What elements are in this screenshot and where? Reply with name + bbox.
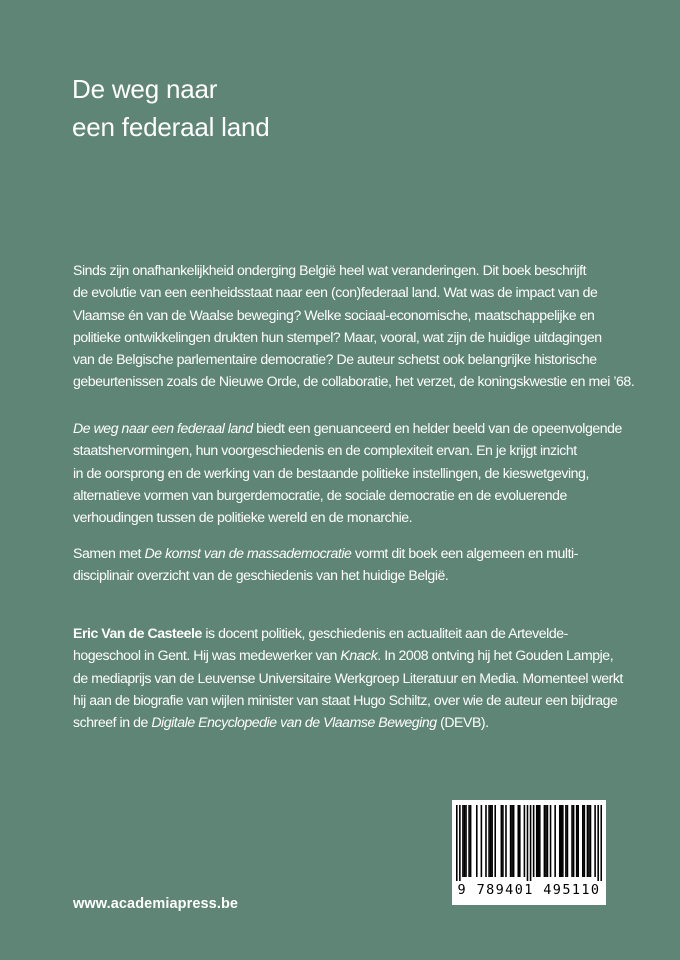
barcode-bar	[524, 805, 526, 877]
barcode-bar	[550, 805, 552, 877]
isbn-barcode	[452, 800, 606, 905]
barcode-bar	[577, 805, 579, 877]
barcode-bar	[456, 805, 458, 881]
text-line: van de Belgische parlementaire democratie? De auteur schetst ook belangrijke historische	[73, 351, 597, 368]
text-fragment: biedt een genuanceerd en helder beeld van de opeenvolgende	[252, 420, 622, 436]
text-fragment: schreef in de	[73, 714, 152, 731]
barcode-bar	[545, 805, 547, 877]
text-line: hij aan de biografie van wijlen minister van staat Hugo Schiltz, over wie de auteur een bijdrage	[73, 691, 618, 708]
barcode-bar	[565, 805, 567, 877]
book-title-line-2: een federaal land	[72, 112, 270, 142]
barcode-bar	[459, 805, 461, 881]
book-title-italic: De weg naar een federaal land	[73, 420, 253, 436]
text-fragment: Samen met	[73, 545, 145, 561]
barcode-bar	[571, 805, 573, 877]
text-line: disciplinair overzicht van de geschiedenis van het huidige België.	[73, 567, 449, 584]
barcode-bar	[582, 805, 584, 877]
text-line: staatshervormingen, hun voorgeschiedenis en de complexiteit ervan. En je krijgt inzicht	[73, 442, 577, 459]
barcode-bar	[554, 805, 556, 877]
text-line	[73, 542, 613, 564]
text-line: de mediaprijs van de Leuvense Universitaire Werkgroep Literatuur en Media. Momenteel werkt	[73, 669, 623, 686]
book-title	[72, 70, 270, 146]
author-bio	[73, 622, 623, 733]
text-line: in de oorsprong en de werking van de bestaande politieke instellingen, de kieswetgeving,	[73, 464, 589, 481]
barcode-bar	[530, 805, 532, 881]
text-line	[73, 644, 613, 666]
text-line: alternatieve vormen van burgerdemocratie, de sociale democratie en de evoluerende	[73, 486, 567, 503]
barcode-bar	[597, 805, 599, 881]
description-paragraph-1	[73, 259, 635, 393]
description-paragraph-2	[73, 417, 622, 528]
barcode-bar	[519, 805, 521, 877]
barcode-bar	[481, 805, 483, 877]
barcode-bar	[470, 805, 472, 877]
description-paragraph-3	[73, 542, 613, 587]
barcode-bar	[476, 805, 478, 877]
isbn-number: 9 789401 495110	[457, 882, 601, 898]
barcode-bar	[539, 805, 541, 877]
barcode-bar	[600, 805, 602, 881]
encyclopedia-name: Digitale Encyclopedie van de Vlaamse Beweging	[151, 714, 437, 731]
barcode-bar	[559, 805, 561, 877]
barcode-bar	[536, 805, 538, 877]
text-fragment: . In 2008 ontving hij het Gouden Lampje,	[377, 647, 614, 664]
text-line: gebeurtenissen zoals de Nieuwe Orde, de collaboratie, het verzet, de koningskwestie en mei ’68.	[73, 373, 635, 390]
barcode-bar	[513, 805, 515, 877]
barcode-bars	[456, 805, 602, 881]
barcode-bar	[501, 805, 503, 877]
barcode-bar	[533, 805, 535, 877]
text-fragment: (DEVB).	[436, 714, 489, 731]
barcode-bar	[491, 805, 493, 877]
book-title-line-1: De weg naar	[72, 74, 218, 104]
barcode-bar	[562, 805, 564, 877]
barcode-bar	[594, 805, 596, 877]
barcode-bar	[511, 805, 513, 877]
text-fragment: is docent politiek, geschiedenis en actualiteit aan de Artevelde-	[201, 625, 568, 641]
barcode-bar	[567, 805, 569, 877]
barcode-bar	[537, 805, 539, 877]
barcode-bar	[587, 805, 589, 877]
barcode-bar	[527, 805, 529, 881]
text-line: Vlaamse én van de Waalse beweging? Welke sociaal-economische, maatschappelijke en	[73, 306, 595, 323]
related-book-title: De komst van de massademocratie	[144, 545, 352, 561]
text-fragment: hogeschool in Gent. Hij was medewerker van	[73, 647, 341, 664]
text-line	[73, 711, 613, 733]
barcode-bar	[510, 805, 512, 877]
publisher-url: www.academiapress.be	[73, 896, 239, 912]
barcode-bar	[588, 805, 590, 877]
barcode-bar	[494, 805, 496, 877]
text-line: verhoudingen tussen de politieke wereld en de monarchie.	[73, 509, 413, 526]
text-line	[73, 622, 613, 644]
barcode-bar	[465, 805, 467, 877]
barcode-bar	[464, 805, 466, 877]
barcode-bar	[544, 805, 546, 877]
text-line: politieke ontwikkelingen drukten hun stempel? Maar, vooral, wat zijn de huidige uitdagingen	[73, 328, 602, 345]
barcode-bar	[490, 805, 492, 877]
barcode-bar	[590, 805, 592, 877]
text-line: Sinds zijn onafhankelijkheid onderging België heel wat veranderingen. Dit boek beschrijft	[73, 262, 587, 278]
barcode-bar	[576, 805, 578, 877]
author-name: Eric Van de Casteele	[73, 625, 202, 641]
text-fragment: vormt dit boek een algemeen en multi-	[351, 545, 578, 561]
barcode-bar	[584, 805, 586, 877]
barcode-bar	[573, 805, 575, 877]
text-line	[73, 417, 622, 439]
barcode-bar	[462, 805, 464, 877]
text-line: de evolutie van een eenheidsstaat naar een (con)federaal land. Wat was de impact van de	[73, 284, 598, 301]
magazine-name: Knack	[340, 647, 378, 664]
barcode-bar	[561, 805, 563, 877]
barcode-bar	[505, 805, 507, 877]
barcode-bar	[517, 805, 519, 877]
barcode-bar	[468, 805, 470, 877]
barcode-bar	[502, 805, 504, 877]
barcode-bar	[547, 805, 549, 877]
barcode-bar	[485, 805, 487, 877]
barcode-bar	[488, 805, 490, 877]
